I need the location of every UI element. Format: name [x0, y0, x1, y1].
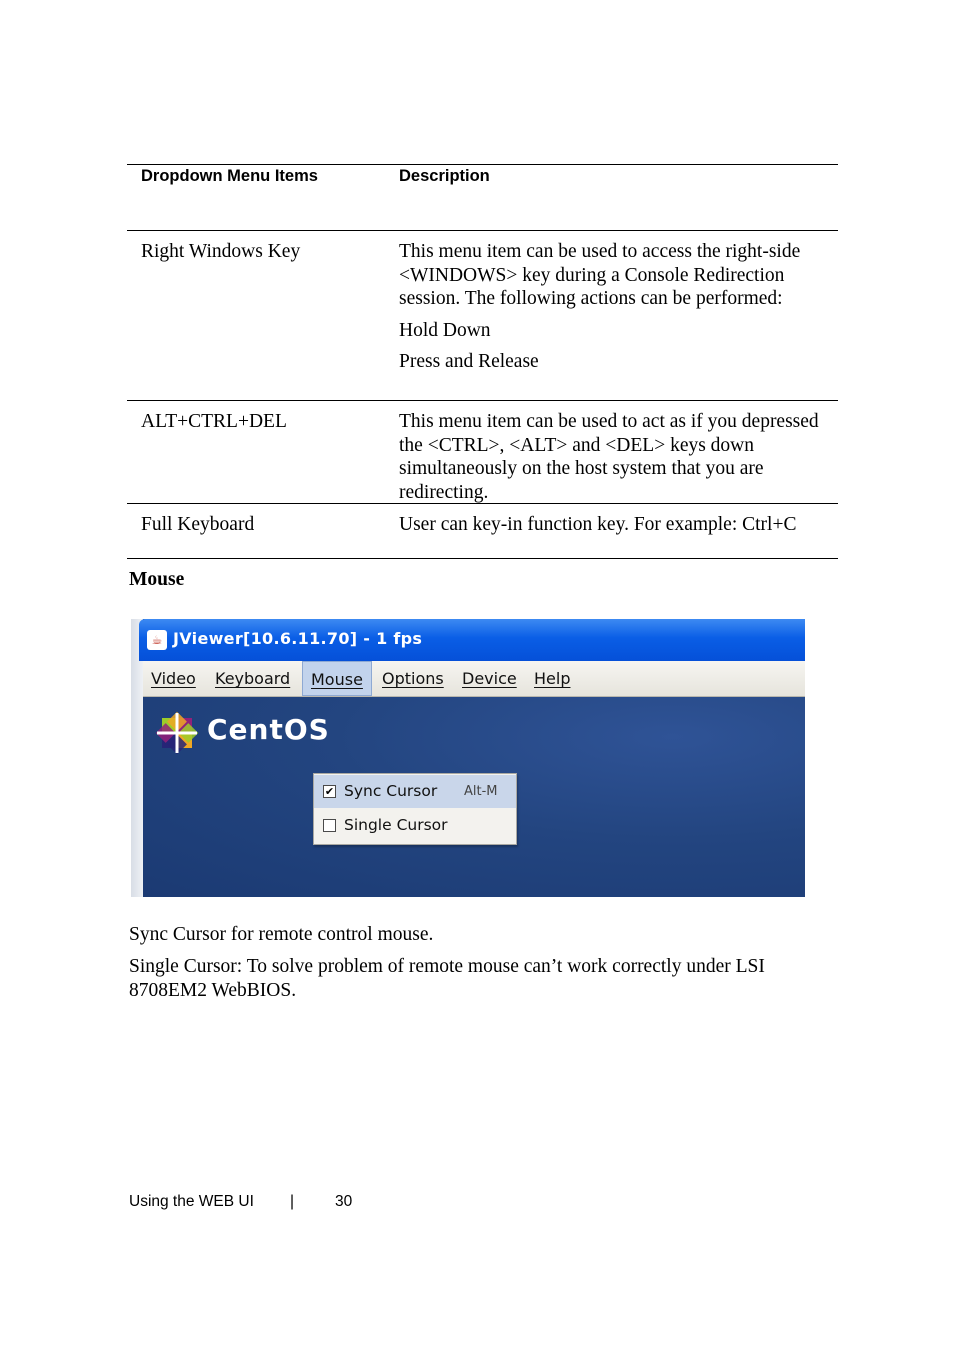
jviewer-screenshot — [131, 619, 805, 897]
footer-page-number: 30 — [335, 1193, 353, 1210]
footer-separator: | — [290, 1193, 295, 1210]
row-item: ALT+CTRL+DEL — [141, 411, 287, 432]
row-item: Full Keyboard — [141, 514, 255, 535]
menu-item-sync-cursor[interactable] — [314, 775, 516, 808]
java-app-icon: ☕ — [147, 630, 167, 650]
remote-desktop[interactable] — [143, 697, 805, 897]
header-dropdown-items: Dropdown Menu Items — [141, 167, 318, 185]
table-row — [127, 400, 838, 503]
menu-keyboard[interactable]: Keyboard — [215, 669, 291, 688]
row-item: Right Windows Key — [141, 241, 301, 262]
description-text: This menu item can be used to act as if you depressed the <CTRL>, <ALT> and <DEL> keys down simultaneously on the host system that you are redirecting. — [399, 411, 819, 503]
menu-item-label: Sync Cursor — [344, 782, 438, 800]
row-description — [399, 231, 831, 375]
checkbox-checked-icon: ✔ — [324, 785, 335, 798]
menu-bar — [143, 661, 805, 697]
paragraph-single-cursor: Single Cursor: To solve problem of remote mouse can’t work correctly under LSI 8708EM2 WebBIOS. — [129, 956, 765, 1001]
description-text: This menu item can be used to access the right-side <WINDOWS> key during a Console Redirection session. The following actions can be performed: — [399, 241, 801, 309]
menu-item-label: Single Cursor — [344, 816, 448, 834]
mouse-dropdown-menu — [313, 773, 517, 845]
menu-mouse[interactable]: Mouse — [302, 661, 372, 696]
table-header — [127, 165, 838, 231]
description-text: User can key-in function key. For example: Ctrl+C — [399, 514, 797, 535]
section-heading-mouse: Mouse — [129, 569, 185, 590]
menu-device[interactable]: Device — [462, 669, 517, 688]
footer-section: Using the WEB UI — [129, 1193, 254, 1210]
menu-options[interactable]: Options — [382, 669, 444, 688]
row-description — [399, 504, 831, 538]
paragraph-sync-cursor: Sync Cursor for remote control mouse. — [129, 924, 434, 945]
table-row — [127, 503, 838, 558]
centos-brand-text: CentOS — [207, 713, 330, 746]
dropdown-items-table — [127, 164, 838, 559]
option-press-release: Press and Release — [399, 351, 539, 372]
menu-help[interactable]: Help — [534, 669, 571, 688]
window-titlebar[interactable] — [139, 619, 805, 661]
window-title: JViewer[10.6.11.70] - 1 fps — [173, 629, 423, 648]
row-description — [399, 401, 831, 505]
accelerator-label: Alt-M — [464, 784, 498, 799]
table-row — [127, 231, 838, 400]
checkbox-unchecked-icon — [323, 819, 336, 832]
header-description: Description — [399, 167, 490, 185]
option-hold-down: Hold Down — [399, 319, 491, 341]
centos-logo-icon — [153, 709, 201, 757]
menu-video[interactable]: Video — [151, 669, 196, 688]
menu-item-single-cursor[interactable] — [314, 809, 516, 842]
